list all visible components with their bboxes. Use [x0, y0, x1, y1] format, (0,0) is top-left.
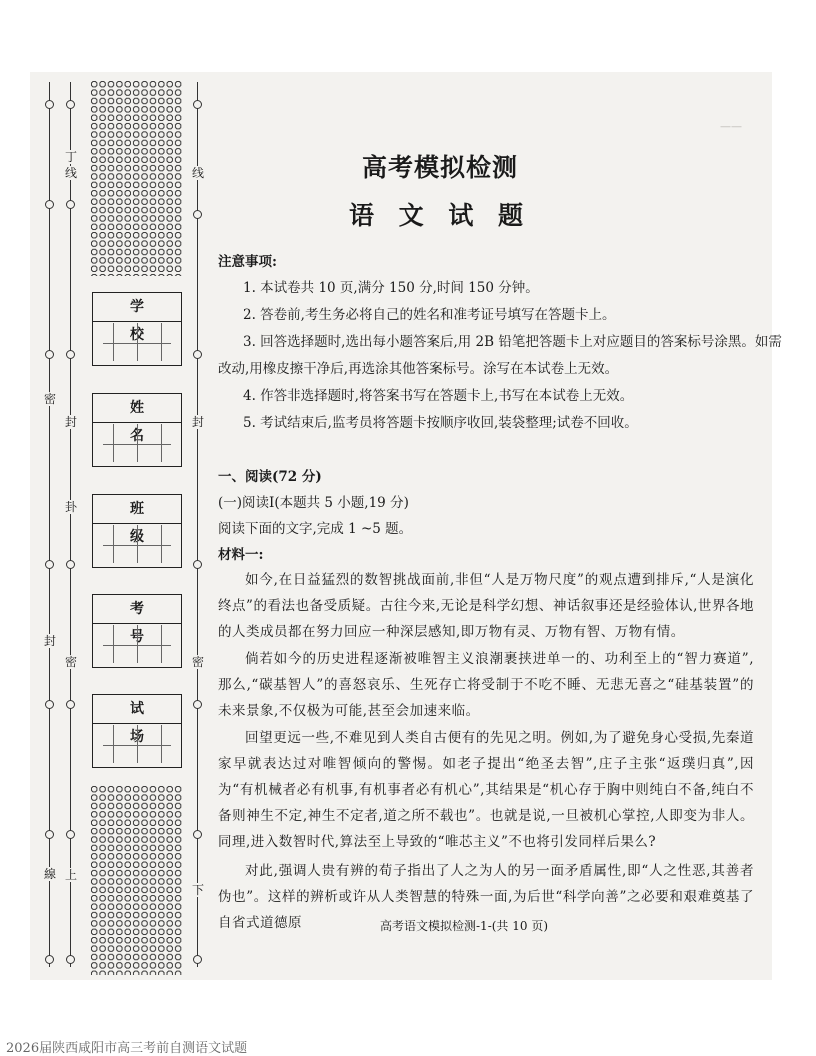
notice-item: 改动,用橡皮擦干净后,再选涂其他答案标号。涂写在本试卷上无效。: [218, 361, 619, 377]
material-label: 材料一:: [218, 547, 264, 563]
notice-item: 3. 回答选择题时,选出每小题答案后,用 2B 铅笔把答题卡上对应题目的答案标号涂黑。如需: [243, 334, 782, 350]
passage-paragraph: 如今,在日益猛烈的数智挑战面前,非但“人是万物尺度”的观点遭到排斥,“人是演化终点”的看法也备受质疑。古往今来,无论是科学幻想、神话叙事还是经验体认,世界各地的人类成员都在努力回应一种深层感知,即万物有灵、万物有智、万物有情。: [218, 572, 754, 640]
binding-hole: [193, 100, 202, 109]
binding-hole: [66, 100, 75, 109]
info-box-school: [92, 292, 182, 366]
notice-heading: 注意事项:: [218, 254, 277, 270]
binding-hole: [45, 350, 54, 359]
binding-hole: [193, 700, 202, 709]
binding-hole: [45, 700, 54, 709]
binding-word: 下: [191, 883, 204, 897]
page-title: 高考模拟检测: [361, 153, 518, 182]
binding-hole: [66, 700, 75, 709]
source-watermark: 2026届陕西咸阳市高三考前自测语文试题: [6, 1041, 248, 1056]
passage-paragraph: 倘若如今的历史进程逐渐被唯智主义浪潮裹挟进单一的、功利至上的“智力赛道”,那么,“碳基智人”的喜怒哀乐、生死存亡将受制于不吃不睡、无悲无喜之“硅基装置”的未来景象,不仅极为可能,甚至会加速来临。: [218, 651, 754, 719]
binding-hole: [193, 955, 202, 964]
binding-hole: [45, 100, 54, 109]
section-heading: 一、阅读(72 分): [218, 469, 322, 485]
info-box-label: 姓名: [93, 394, 181, 423]
notice-item: 5. 考试结束后,监考员将答题卡按顺序收回,装袋整理;试卷不回收。: [243, 415, 638, 431]
page-footer: 高考语文模拟检测-1-(共 10 页): [380, 919, 549, 933]
binding-hole: [193, 830, 202, 839]
binding-hole: [45, 560, 54, 569]
bleed-through: ——: [720, 120, 742, 133]
binding-word: 上: [64, 868, 77, 882]
info-box-label: 试场: [93, 695, 181, 724]
section-subheading: (一)阅读Ⅰ(本题共 5 小题,19 分): [218, 495, 409, 511]
notice-item: 1. 本试卷共 10 页,满分 150 分,时间 150 分钟。: [243, 280, 539, 296]
info-box-label: 班级: [93, 495, 181, 524]
binding-hole: [66, 560, 75, 569]
info-box-exam-room: [92, 694, 182, 768]
binding-word: 線: [43, 867, 56, 881]
binding-hole: [66, 200, 75, 209]
binding-hole: [45, 830, 54, 839]
info-box-class: [92, 494, 182, 568]
binding-word: 线: [64, 166, 77, 180]
binding-hole: [66, 350, 75, 359]
binding-word: 封: [64, 415, 77, 429]
binding-word: 封: [191, 415, 204, 429]
notice-item: 4. 作答非选择题时,将答案书写在答题卡上,书写在本试卷上无效。: [243, 388, 634, 404]
notice-item: 2. 答卷前,考生务必将自己的姓名和准考证号填写在答题卡上。: [243, 307, 616, 323]
section-instruction: 阅读下面的文字,完成 1 ~5 题。: [218, 521, 413, 537]
binding-hole: [193, 350, 202, 359]
info-box-name: [92, 393, 182, 467]
binding-word: 线: [191, 166, 204, 180]
passage-paragraph: 回望更远一些,不难见到人类自古便有的先见之明。例如,为了避免身心受损,先秦道家早就表达过对唯智倾向的警惕。如老子提出“绝圣去智”,庄子主张“返璞归真”,因为“有机械者必有机事,有机事者必有机心”,其结果是“机心存于胸中则纯白不备,纯白不备则神生不定,神生不定者,道之所不载也”。也就是说,一旦被机心掌控,人即变为非人。同理,进入数智时代,算法至上导致的“唯芯主义”不也将引发同样后果么?: [218, 730, 754, 850]
binding-word: 密: [43, 392, 56, 406]
binding-word: 丁: [64, 150, 77, 164]
dot-pattern-top: [90, 80, 182, 276]
info-box-exam-number: [92, 594, 182, 668]
dot-pattern-bottom: [90, 785, 182, 975]
binding-hole: [66, 955, 75, 964]
binding-word: 卦: [64, 500, 77, 514]
binding-hole: [45, 955, 54, 964]
binding-word: 密: [191, 655, 204, 669]
page-subtitle: 语 文 试 题: [348, 201, 532, 230]
binding-word: 密: [64, 655, 77, 669]
info-box-label: 考号: [93, 595, 181, 624]
binding-word: 封: [43, 634, 56, 648]
passage-paragraph: 对此,强调人贵有辨的荀子指出了人之为人的另一面矛盾属性,即“人之性恶,其善者伪也”。这样的辨析或许从人类智慧的特殊一面,为后世“科学向善”之必要和艰难奠基了自省式道德原: [218, 863, 754, 931]
binding-hole: [193, 210, 202, 219]
binding-hole: [66, 830, 75, 839]
binding-hole: [193, 560, 202, 569]
info-box-label: 学校: [93, 293, 181, 322]
binding-hole: [45, 200, 54, 209]
